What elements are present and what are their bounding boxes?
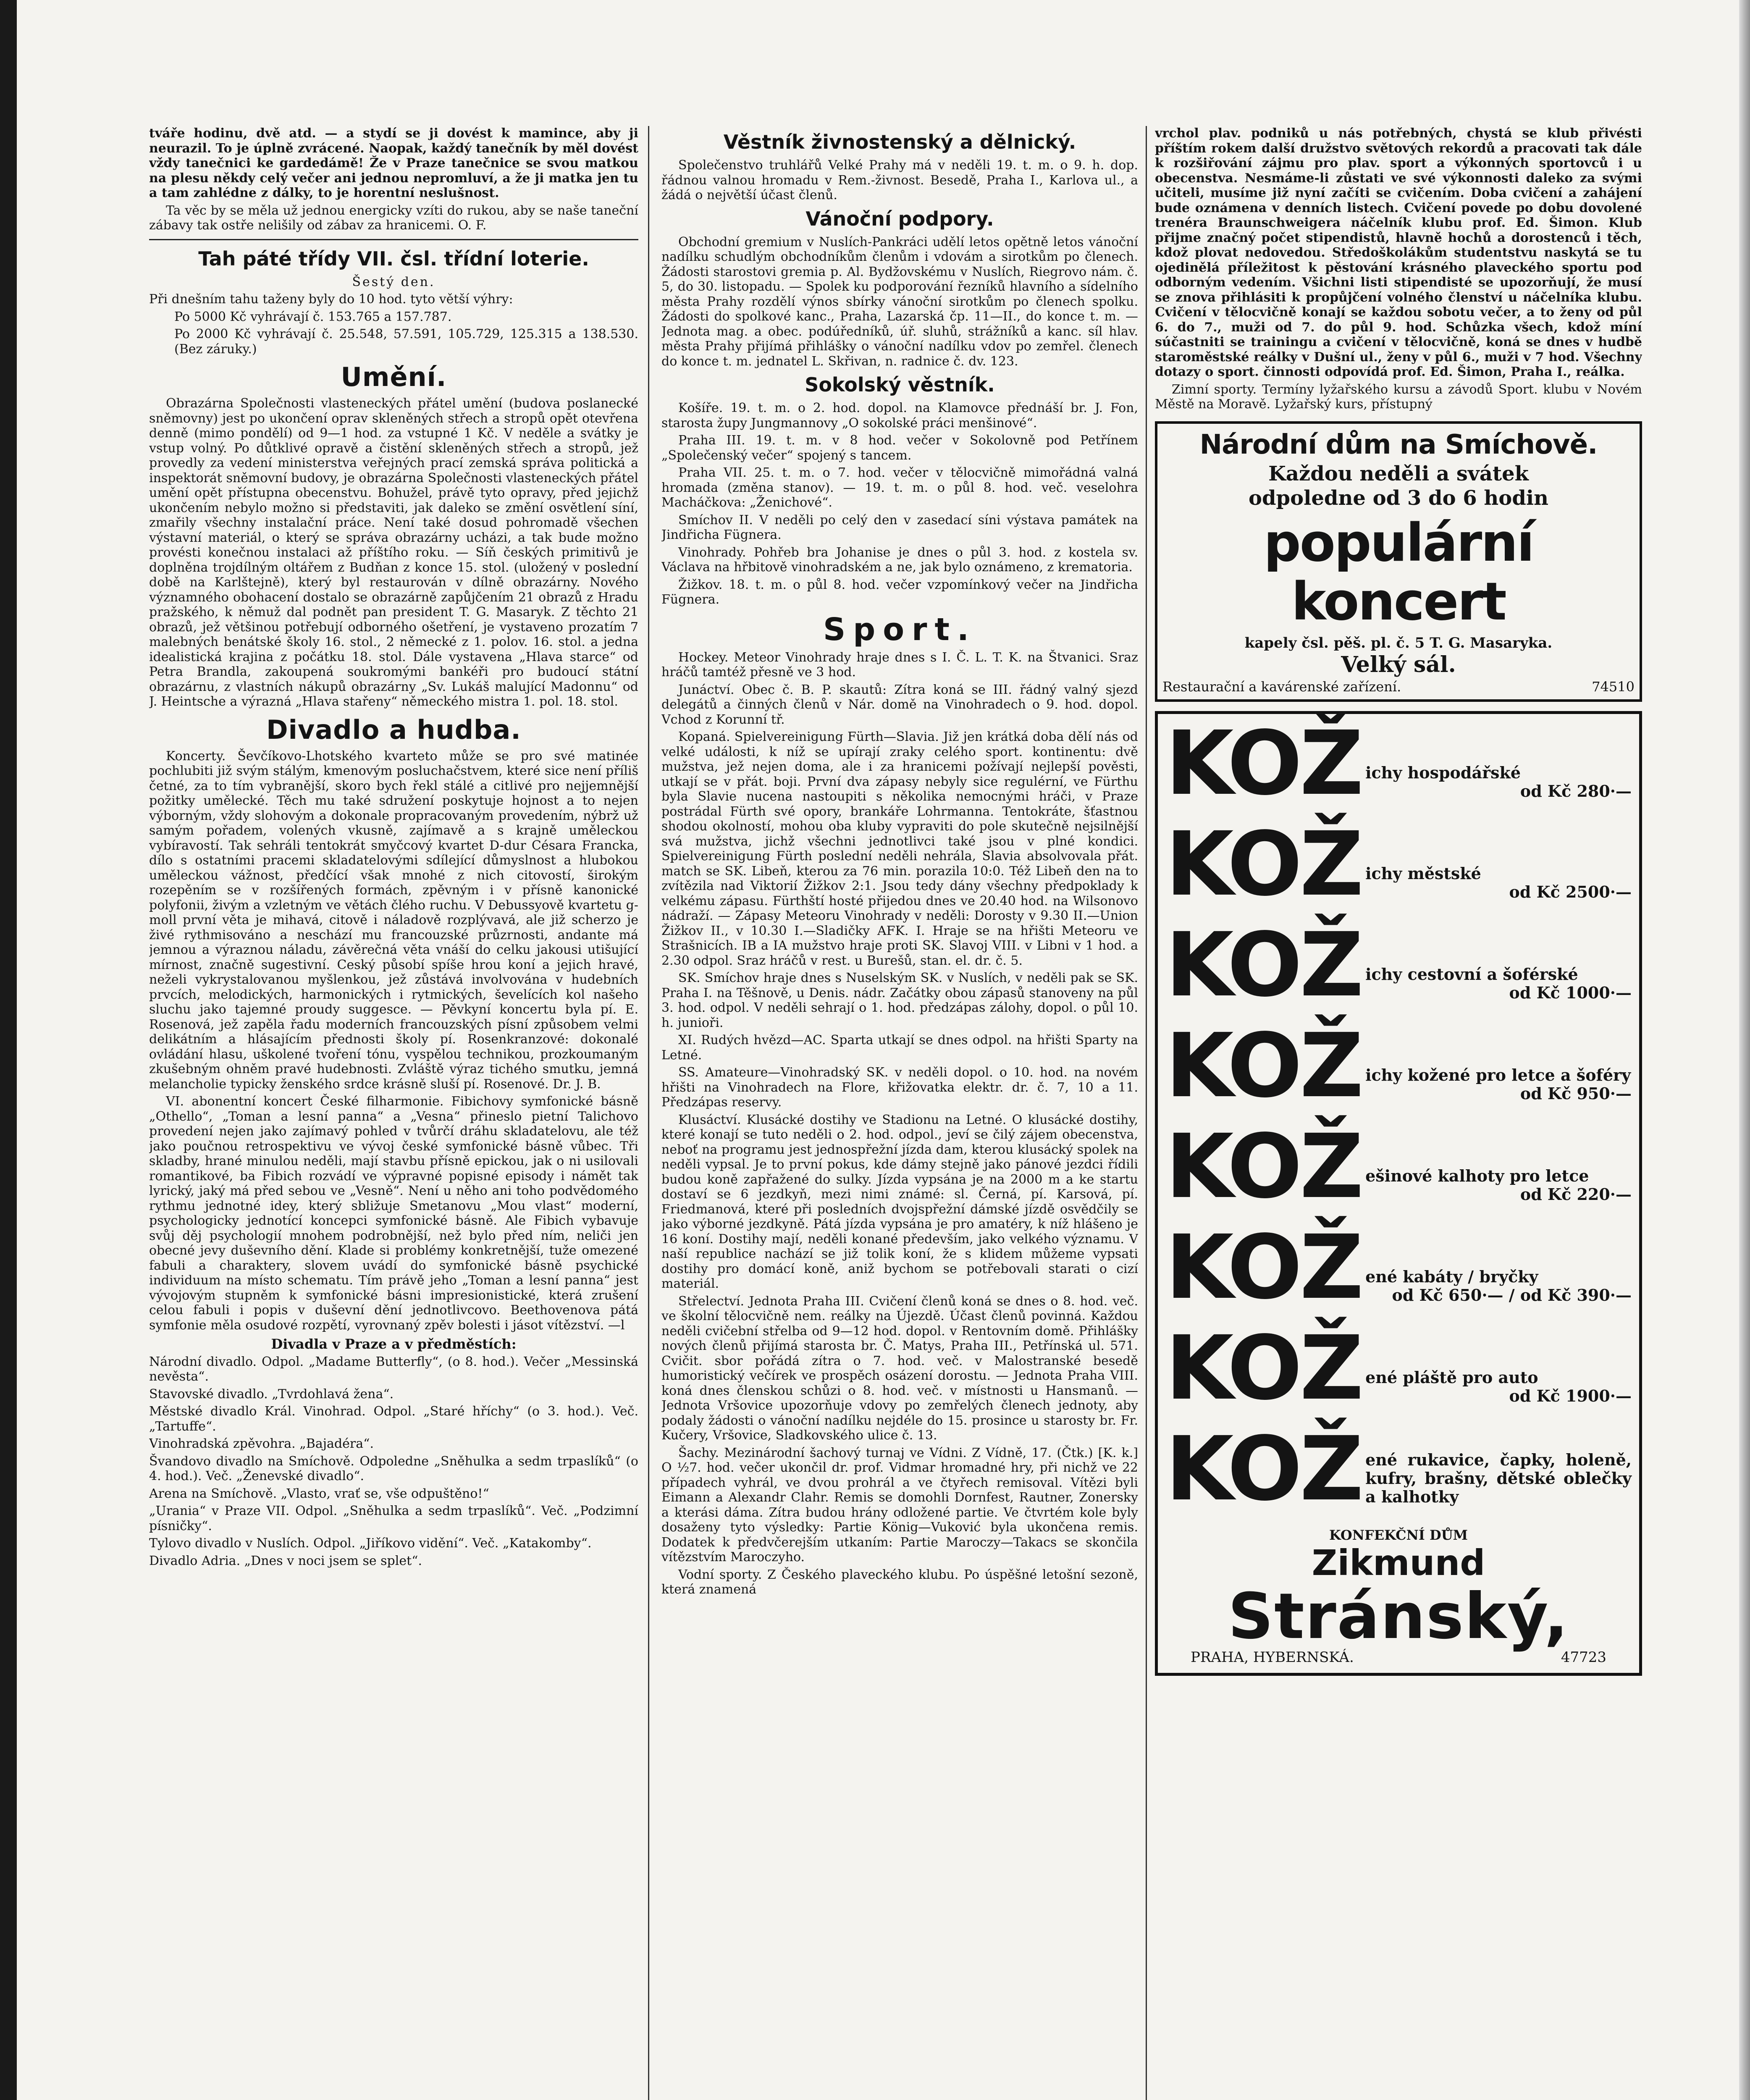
theatre-item: „Urania“ v Praze VII. Odpol. „Sněhulka a sedm trpaslíků“. Več. „Podzimní písničky“. <box>149 1504 638 1533</box>
sport-para: Junáctví. Obec č. B. P. skautů: Zítra koná se III. řádný valný sjezd delegátů a činných členů v Nár. domě na Vinohradech o 9. hod. dopol. Vchod z Korunní tř. <box>661 682 1138 727</box>
ad-hall: Velký sál. <box>1341 651 1456 677</box>
koz-word: KOŽ <box>1165 1014 1362 1117</box>
middle-column <box>661 126 1138 2100</box>
divadlo-para: Koncerty. Ševčíkovo-Lhotského kvarteto může se pro své matinée pochlubiti již svým stálým, kmenovým posluchačstvem, které sice není příliš četné, za to tím vybranější, skoro bych řekl stálé a citlivé pro nejjemnější požitky umělecké. Těch mu také sdružení poskytuje hojnost a to nejen výborným, vždy slohovým a dokonale propracovaným provedením, nýbrž už samým pořadem, volených vkusně, zajímavě a s krajně uměleckou vybíravostí. Tak sehráli tentokrát smyčcový kvartet D-dur Césara Francka, dílo s ostatními pracemi skladatelovými sdílející důmyslnost a hlubokou uměleckou vážnost, předčící však mnohé z nich citovostí, širokým rozepěním se v rozšířených formách, zpěvným i v přísně kanonické polyfonii, živým a vzletným ve větách člého ruchu. V Debussyově kvartetu g-moll první věta je mihavá, citově i náladově rozplývavá, ale již scherzo je živé rythmisováno a neschází mu francouzské průzrnosti, andante má jemnou a výraznou náladu, závěrečná věta vnáší do celku jakousi utišující mírnost, značně sugestivní. Ceský působí spíše hrou koní a jejich hravé, neželi vykrystalovanou myšlenkou, jež zůstává involvována v hudebních prvcích, melodických, harmonických i rytmických, ševelících kol našeho sluchu jako tajemné proudy suggesce. — Pěvkyní koncertu byla pí. E. Rosenová, jež zapěla řadu moderních francouzských písní způsobem velmi delikátním a hlásajícím přednosti školy pí. Rosenkranzové: dokonalé ovládání hlasu, uškolené tvoření tónu, vyspělou technikou, prozkoumaným zkušebným ohněm pravé hudebnosti. Zvláště výraz tichého smutku, jemná melancholie typicky ženského srdce krásně sluší pí. Rosenové. Dr. J. B. <box>149 748 638 1092</box>
koz-item: ené pláště pro auto <box>1365 1368 1538 1387</box>
koz-text <box>1361 1167 1632 1209</box>
dance-article-para-1: tváře hodinu, dvě atd. — a stydí se ji dovést k mamince, aby ji neurazil. To je úplně zvrácené. Naopak, každý tanečník by měl dovést vždy tanečnici ke gardedámě! Že v Praze tanečnice se svou matkou na plesu někdy celý večer ani jednou nepromluví, a že ji matka jen tu a tam zahlédne z dálky, to je horentní neslušnost. <box>149 126 638 200</box>
ad-sub: odpoledne od 3 do 6 hodin <box>1248 486 1549 510</box>
theatre-item: Divadlo Adria. „Dnes v noci jsem se splet“. <box>149 1553 422 1568</box>
koz-text <box>1361 965 1632 1007</box>
lottery-subtitle: Šestý den. <box>352 274 436 289</box>
koz-text <box>1361 1066 1632 1108</box>
koz-word: KOŽ <box>1165 812 1362 916</box>
koz-price: od Kč 2500·— <box>1509 882 1632 901</box>
koz-text <box>1361 1451 1632 1511</box>
koz-row <box>1165 812 1632 916</box>
sport-para: Klusáctví. Klusácké dostihy ve Stadionu na Letné. O klusácké dostihy, které konají se tuto neděli o 2. hod. odpol., jeví se čilý zájem obecenstva, neboť na programu jest jednospřežní jízda dam, kterou klusácký spolek na neděli vypsal. Je to první pokus, kde dámy stejně jako pánové jezdci řídili budou koně zapřažené do sulky. Jízda vypsána je na 2000 m a ke startu dostaví se 6 jezdkyň, mezi nimi známé: sl. Černá, pí. Karsová, pí. Friedmanová, které při posledních dvojspřežní dámské jízdě osvědčily se jako výborné jezdkyně. Pátá jízda vypsána je pro amatéry, k níž hlášeno je 16 koní. Dostihy mají, neděli konané především, jako velkého významu. V naší republice nachází se již tolik koní, že s klidem můžeme vypsati dostihy pro domácí koně, aniž bychom se potřebovali starati o cizí materiál. <box>661 1112 1138 1291</box>
winter-sports-text: Zimní sporty. Termíny lyžařského kursu a závodů Sport. klubu v Novém Městě na Moravě. Lyžařský kurs, přístupný <box>1155 382 1642 412</box>
umeni-text: Obrazárna Společnosti vlasteneckých přátel umění (budova poslanecké sněmovny) jest po ukončení oprav skleněných střech a stropů opět otevřena denně (mimo pondělí) od 9—1 hod. za vstupné 1 Kč. V neděle a svátky je vstup volný. Po důtklivé opravě a čistění skleněných střech a stropů, jež provedly za vedení ministerstva veřejných prací zemská správa politická a inspektorát sněmovní budovy, je obrazárna Společnosti vlasteneckých přátel umění opět přístupna obecenstvu. Bohužel, právě tyto opravy, před jejichž ukončením nebylo možno si představiti, jak daleko se změní osvětlení síní, zmařily všechny instalační práce. Není také dosud pohromadě všechen výstavní materiál, o který se správa obrazárny ucházi, a tak bude možno provésti konečnou instalaci až příštího roku. — Síň českých primitivů je doplněna trojdílným oltářem z Budňan z konce 15. stol. (uložený v poslední době na Karlštejně), který byl restaurován v dílně obrazárny. Nového významného obohacení dostalo se obrazárně zapůjčením 21 obrazů z Hradu pražského, k němuž dal podnět pan president T. G. Masaryk. Z těchto 21 obrazů, jež většinou potřebují odborného ošetření, je vystaveno prozatím 7 malebných benátské školy 16. stol., 2 německé z 1. polov. 16. stol. a jedna idealistická krajina z počátku 18. stol. Dále vystavena „Hlava starce“ od Petra Brandla, zakoupená soukromými bankéři pro budoucí státní obrazárnu, z vlastních nákupů obrazárny „Sv. Lukáš malující Madonnu“ od J. Heintsche a výrazná „Hlava stařeny“ německého mistra 1. pol. 18. stol. <box>149 396 638 709</box>
sport-para: XI. Rudých hvězd—AC. Sparta utkají se dnes odpol. na hřišti Sparty na Letné. <box>661 1033 1138 1063</box>
left-column <box>149 126 638 2100</box>
ad-footer-number: 74510 <box>1592 678 1635 695</box>
sokolsky-title: Sokolský věstník. <box>805 373 995 396</box>
koz-word: KOŽ <box>1165 1215 1362 1319</box>
koz-row <box>1165 1014 1632 1117</box>
divadlo-para: VI. abonentní koncert České filharmonie. Fibichovy symfonické básně „Othello“, „Toman a lesní panna“ a „Vesna“ přineslo pietní Talichovo provedení nejen jako zajímavý pohled v tvůrčí dráhu skladatelovu, ale též jako poučnou retrospektivu ve vývoj české symfonické básně vůbec. Tři skladby, hrané minulou neděli, mají stavbu přísně epickou, jak o ni usilovali romantikové, ba Fibich rozvádí ve výpravné popisné episody i námět tak lyrický, jaký má před sebou ve „Vesně“. Není u něho ani toho podvědomého rythmu jednotné idey, který sbližuje Smetanovu „Mou vlast“ moderní, psychologicky jednotící koncepci symfonické básně. Ale Fibich vybavuje svůj děj psychologií mnohem podrobnější, než bylo před ním, neliči jen obecné jevy duševního dění. Klade si problémy konkretnější, tuže omezené fabuli a charaktery, slovem uvádí do symfonické básně psychické individuum na místo schematu. Tím právě jeho „Toman a lesní panna“ jest vývojovým stupněm k symfonické básni impresionistické, která zrušení celou fabuli i popis v duševní dění jednotlivcovo. Beethovenova pátá symfonie měla osudové rozpětí, vyrovnaný zpěv bolesti i jásot vítězství. —l <box>149 1094 638 1333</box>
koz-word: KOŽ <box>1165 1115 1362 1218</box>
koz-item: ichy cestovní a šoférské <box>1365 964 1578 984</box>
firm-address: PRAHA, HYBERNSKÁ. <box>1191 1649 1354 1666</box>
koz-row <box>1165 1215 1632 1319</box>
sokolsky-para: Vinohrady. Pohřeb bra Johanise je dnes o půl 3. hod. z kostela sv. Václava na hřbitově vinohradském a ne, jak bylo oznámeno, z krematoria. <box>661 545 1138 575</box>
sport-para: Hockey. Meteor Vinohrady hraje dnes s I. Č. L. T. K. na Štvanici. Sraz hráčů tamtéž přesně ve 3 hod. <box>661 650 1138 680</box>
koz-price: od Kč 1900·— <box>1509 1386 1632 1405</box>
firm-label: KONFEKČNÍ DŮM <box>1329 1527 1468 1543</box>
theatre-item: Arena na Smíchově. „Vlasto, vrať se, vše odpuštěno!“ <box>149 1486 489 1501</box>
sokolsky-para: Žižkov. 18. t. m. o půl 8. hod. večer vzpomínkový večer na Jindřicha Fügnera. <box>661 577 1138 607</box>
firm-number: 47723 <box>1561 1649 1606 1666</box>
stransky-ad <box>1155 711 1642 1676</box>
koz-row <box>1165 711 1632 815</box>
ad-headline: populární koncert <box>1263 512 1534 632</box>
ad-footer-text: Restaurační a kavárenské zařízení. <box>1162 678 1401 695</box>
koz-price: od Kč 1000·— <box>1509 983 1632 1002</box>
koz-item: ené rukavice, čapky, holeně, kufry, brašny, dětské oblečky a kalhotky <box>1365 1450 1632 1506</box>
koz-row <box>1165 913 1632 1016</box>
koz-item: ichy hospodářské <box>1365 763 1521 782</box>
sport-para: Šachy. Mezinárodní šachový turnaj ve Vídni. Z Vídně, 17. (Čtk.) [K. k.] O ½7. hod. večer ukončil dr. prof. Vidmar hromadné hry, při nichž ve 22 případech vyhrál, ve dvou prohrál a ve čtyřech remisoval. Vítězi byli Eimann a Alexandr Clahr. Remis se domohli Dornfest, Rautner, Zonersky a kterási dáma. Zítra budou hrány odložené partie. Ve čtvrtém kole byly dosaženy tyto výsledky: Partie König—Vuković byla ukončena remis. Dodatek k předvčerejším utkaním: Partie Maroczy—Takacs se skončila vítězstvím Maroczyho. <box>661 1445 1138 1564</box>
ad-footer <box>1162 678 1635 695</box>
sport-para: Kopaná. Spielvereinigung Fürth—Slavia. Již jen krátká doba dělí nás od velké události, k níž se upírají zraky celého sport. kontinentu: dvě mužstva, jež nejen doma, ale i za hranicemi požívají nejlepší pověsti, utkají se v přát. boji. První dva zápasy nebyly sice regulérní, ve Fürthu byla Slavie nucena nastoupiti s několika nemocnými hráči, v Praze postrádal Fürth své opory, brankáře Lohrmanna. Tentokráte, šťastnou shodou okolností, mohou oba kluby vypraviti do pole skutečně nejsilnější svá mužstva, jichž všechni jednotlivci také jsou v plné kondici. Spielvereinigung Fürth poslední neděli nehrála, Slavia absolvovala přát. match se SK. Libeň, kterou za 76 min. porazila 10:0. Též Libeň den na to zvítězila nad Viktorií Žižkov 2:1. Jsou tedy dány všechny předpoklady k velkému zápasu. Fürthští hosté přijedou dnes ve 20.40 hod. na Wilsonovo nádraží. — Zápasy Meteoru Vinohrady v neděli: Dorosty v 9.30 II.—Union Žižkov II., v 10.30 I.—Sladičky AFK. I. Hraje se na hřišti Meteoru ve Strašnicích. IB a IA mužstvo hraje proti SK. Slavoj VIII. v Libni v 1 hod. a 2.30 odpol. Sraz hráčů v rest. u Burešů, stan. el. dr. č. 5. <box>661 730 1138 968</box>
divider <box>149 239 638 240</box>
koz-text <box>1361 764 1632 806</box>
column-rule-2 <box>1146 126 1147 2100</box>
narodni-dum-ad <box>1155 421 1642 702</box>
sport-para: SS. Amateure—Vinohradský SK. v neděli dopol. o 10. hod. na novém hřišti na Vinohradech na Flore, křižovatka elektr. dr. č. 7, 10 a 11. Předzápas reservy. <box>661 1065 1138 1110</box>
koz-text <box>1361 1368 1632 1410</box>
koz-word: KOŽ <box>1165 1417 1362 1520</box>
ad-title: Národní dům na Smíchově. <box>1199 429 1598 460</box>
koz-price: od Kč 220·— <box>1520 1184 1632 1204</box>
koz-price: od Kč 950·— <box>1520 1084 1632 1103</box>
koz-item: ichy kožené pro letce a šoféry <box>1365 1065 1631 1084</box>
theatre-item: Švandovo divadlo na Smíchově. Odpoledne „Sněhulka a sedm trpaslíků“ (o 4. hod.). Več. „Ženevské divadlo“. <box>149 1454 638 1483</box>
koz-row <box>1165 1417 1632 1520</box>
koz-row <box>1165 1316 1632 1420</box>
lottery-title: Tah páté třídy VII. čsl. třídní loterie. <box>198 247 589 270</box>
koz-text <box>1361 864 1632 906</box>
dance-article-para-2: Ta věc by se měla už jednou energicky vzíti do rukou, aby se naše taneční zábavy tak ostře nelišily od zábav za hranicemi. O. F. <box>149 203 638 233</box>
umeni-title: Umění. <box>341 362 447 392</box>
sokolsky-para: Praha VII. 25. t. m. o 7. hod. večer v tělocvičně mimořádná valná hromada (změna stanov). — 19. t. m. o půl 8. hod. več. veselohra Macháčkova: „Ženichové“. <box>661 465 1138 510</box>
sokolsky-para: Smíchov II. V neděli po celý den v zasedací síni výstava památek na Jindřicha Fügnera. <box>661 512 1138 542</box>
ad-sub: Každou neděli a svátek <box>1268 462 1529 486</box>
sport-para: SK. Smíchov hraje dnes s Nuselským SK. v Nuslích, v neděli pak se SK. Praha I. na Těšnově, u Denis. nádr. Začátky obou zápasů stanoveny na půl 3. hod. odpol. V neděli sehrají o 1. hod. předzápas zálohy, dopol. o půl 10. h. junioři. <box>661 971 1138 1030</box>
sport-para: Střelectví. Jednota Praha III. Cvičení členů koná se dnes o 8. hod. več. ve školní tělocvičně nem. reálky na Újezdě. Účast členů povinná. Každou neděli cvičební střelba od 9—12 hod. dopol. v Rentovním domě. Přihlášky nových členů přijímá starosta br. Č. Matys, Praha III., Petřínská ul. 571. Cvičit. sbor pořádá zítra o 7. hod. več. v Malostranské besedě humoristický večírek ve prospěch osázení dorostu. — Jednota Praha VIII. koná dnes členskou schůzi o 8. hod. več. v místnosti u Hansmanů. — Jednota Vršovice upozorňuje vdovy po zemřelých členech jednoty, aby podaly žádosti o vánoční nadílku nejdéle do 15. prosince u starosty br. Fr. Kučery, Vršovice, Sladkovského ulice č. 13. <box>661 1294 1138 1443</box>
theatre-list-title: Divadla v Praze a v předměstích: <box>271 1336 517 1352</box>
ad-band: kapely čsl. pěš. pl. č. 5 T. G. Masaryka. <box>1244 634 1553 651</box>
page-left-edge <box>0 0 17 2100</box>
lottery-line: Při dnešním tahu taženy byly do 10 hod. tyto větší výhry: <box>149 292 513 307</box>
koz-word: KOŽ <box>1165 1316 1362 1420</box>
theatre-item: Městské divadlo Král. Vinohrad. Odpol. „Staré hříchy“ (o 3. hod.). Več. „Tartuffe“. <box>149 1404 638 1434</box>
divadlo-title: Divadlo a hudba. <box>266 714 521 745</box>
koz-word: KOŽ <box>1165 913 1362 1016</box>
vestnik-text: Společenstvo truhlářů Velké Prahy má v neděli 19. t. m. o 9. h. dop. řádnou valnou hromadu v Rem.-živnost. Besedě, Praha I., Karlova ul., a žádá o největší účast členů. <box>661 158 1138 202</box>
sport-para: Vodní sporty. Z Českého plaveckého klubu. Po úspěšné letošní sezoně, která znamená <box>661 1567 1138 1597</box>
theatre-item: Stavovské divadlo. „Tvrdohlavá žena“. <box>149 1386 394 1402</box>
theatre-item: Tylovo divadlo v Nuslích. Odpol. „Jiříkovo vidění“. Več. „Katakomby“. <box>149 1536 592 1551</box>
koz-word: KOŽ <box>1165 711 1362 815</box>
swimming-text: vrchol plav. podniků u nás potřebných, chystá se klub přivésti příštím rokem další družstvo světových rekordů a pracovati tak dále k rozšiřování zájmu pro plav. sport a výkonných sportovců i u obecenstva. Nesmáme-li zůstati ve své výkonnosti daleko za svými učiteli, musíme již nyní začíti se cvičením. Doba cvičení a zahájení bude oznámena v denních listech. Cvičení povede po dobu dovolené trenéra Braunschweigera náčelník klubu prof. Ed. Šimon. Klub přijme značný počet stipendistů, hlavně hochů a dorostenců i těch, kdož plovat nedovedou. Středoškolákům studentstvu naskytá se tu ojedinělá příležitost k pěstování krásného plaveckého sportu pod odborným vedením. Všichni listi stipendisté se upozorňují, že musí se znova přihlásiti k propůjčení volného členství u náčelníka klubu. Cvičení v tělocvičně konají se každou sobotu večer, a to ženy od půl 6. do 7., muži od 7. do půl 9. hod. Schůzka všech, kdož míní súčastniti se trainingu a cvičení v tělocvičně, koná se dnes v hudbě staroměstské reálky v Dušní ul., ženy v půl 6., muži v 7 hod. Všechny dotazy o sport. činnosti odpovídá prof. Ed. Šimon, Praha I., reálka. <box>1155 126 1642 379</box>
koz-price: od Kč 280·— <box>1520 781 1632 801</box>
koz-text <box>1361 1268 1632 1310</box>
koz-item: ichy městské <box>1365 864 1481 883</box>
sokolsky-para: Praha III. 19. t. m. v 8 hod. večer v Sokolovně pod Petřínem „Společenský večer“ spojený s tancem. <box>661 433 1138 463</box>
column-rule-1 <box>648 126 649 2100</box>
vanocni-text: Obchodní gremium v Nuslích-Pankráci udělí letos opětně letos vánoční nadílku schudlým obchodníkům členům i vdovám a sirotkům po členech. Žádosti starostovi gremia p. Al. Bydžovskému v Nuslích, Riegrovo nám. č. 5, do 30. listopadu. — Spolek ku podporování řezníků hlavního a sídelního města Prahy rozdělí výnos sbírky vánoční sirotkům po členech spolku. Žádosti do spolkové kanc., Praha, Lazarská čp. 11—II., do konce t. m. — Jednota mag. a obec. podúředníků, úř. sluhů, strážníků a kanc. síl hlav. města Prahy přijímá přihlášky o vánoční nadílku vdov po zemřel. členech do konce t. m. jednatel L. Skřivan, n. radnice č. dv. 123. <box>661 234 1138 369</box>
sokolsky-para: Košíře. 19. t. m. o 2. hod. dopol. na Klamovce přednáší br. J. Fon, starosta župy Jungmannovy „O sokolské práci menšinové“. <box>661 401 1138 430</box>
lottery-line: Po 2000 Kč vyhrávají č. 25.548, 57.591, 105.729, 125.315 a 138.530. (Bez záruky.) <box>174 327 638 357</box>
firm-surname: Stránský, <box>1228 1580 1569 1653</box>
theatre-item: Národní divadlo. Odpol. „Madame Butterfly“, (o 8. hod.). Večer „Messinská nevěsta“. <box>149 1354 638 1384</box>
firm-first-name: Zikmund <box>1312 1542 1485 1583</box>
right-column <box>1155 126 1642 2100</box>
koz-item: ešinové kalhoty pro letce <box>1365 1166 1589 1185</box>
koz-item: ené kabáty / bryčky <box>1365 1267 1538 1286</box>
koz-price: od Kč 650·— / od Kč 390·— <box>1392 1285 1632 1305</box>
sport-title: Sport. <box>823 611 977 648</box>
page-right-edge <box>1739 0 1750 2100</box>
koz-row <box>1165 1115 1632 1218</box>
theatre-item: Vinohradská zpěvohra. „Bajadéra“. <box>149 1436 374 1451</box>
lottery-line: Po 5000 Kč vyhrávají č. 153.765 a 157.787. <box>174 309 452 324</box>
vanocni-title: Vánoční podpory. <box>805 207 994 230</box>
vestnik-title: Věstník živnostenský a dělnický. <box>723 131 1076 153</box>
